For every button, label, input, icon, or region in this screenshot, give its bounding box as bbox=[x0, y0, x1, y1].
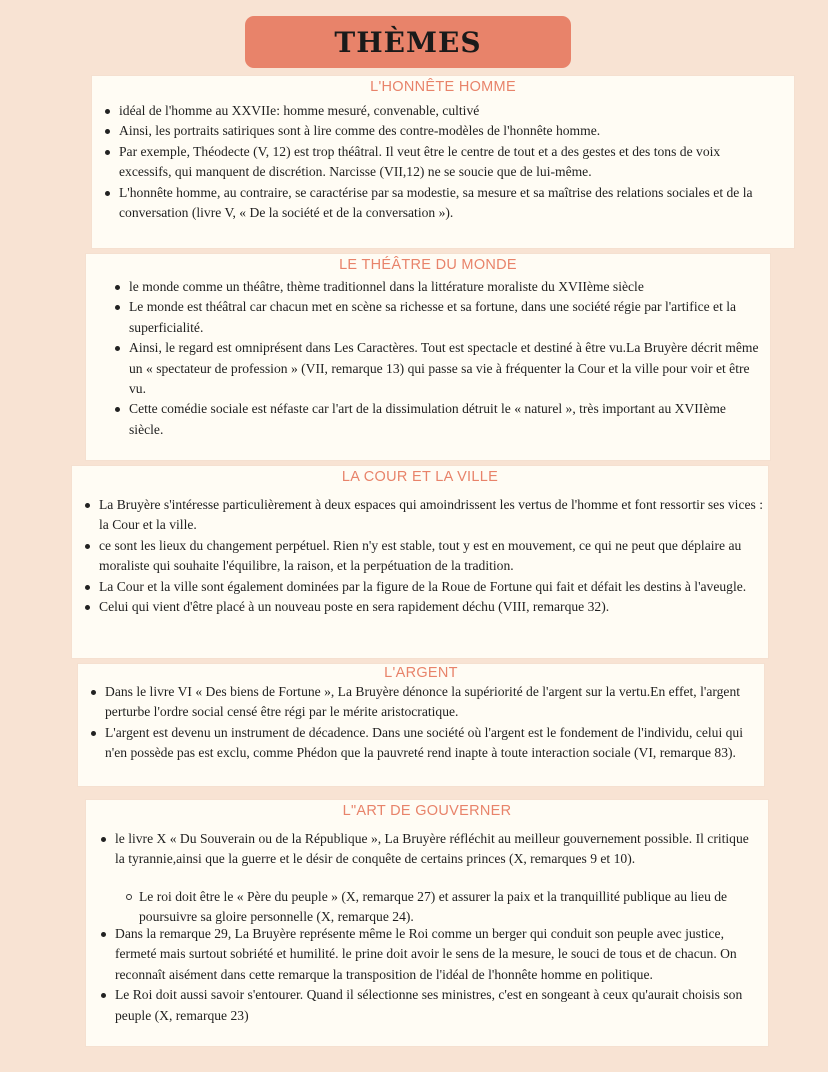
section-argent bbox=[78, 664, 764, 786]
section-heading: L'HONNÊTE HOMME bbox=[370, 79, 516, 95]
list-item: Le Roi doit aussi savoir s'entourer. Quand il sélectionne ses ministres, c'est en songeant à ceux qu'aurait choisis son peuple (X, remarque 23) bbox=[115, 985, 755, 1026]
section-heading: L'ARGENT bbox=[384, 665, 458, 681]
list-item: le monde comme un théâtre, thème traditionnel dans la littérature moraliste du XVIIème siècle bbox=[129, 277, 759, 297]
list-item: L'honnête homme, au contraire, se caractérise par sa modestie, sa mesure et sa maîtrise des relations sociales et de la conversation (livre V, « De la société et de la conversation »). bbox=[119, 183, 774, 224]
list-item: Ainsi, les portraits satiriques sont à lire comme des contre-modèles de l'honnête homme. bbox=[119, 121, 774, 141]
list-item: idéal de l'homme au XXVIIe: homme mesuré, convenable, cultivé bbox=[119, 101, 774, 121]
list-item: Celui qui vient d'être placé à un nouveau poste en sera rapidement déchu (VIII, remarque 32). bbox=[99, 597, 764, 617]
section-heading: L"ART DE GOUVERNER bbox=[342, 803, 512, 819]
section-theatre-du-monde bbox=[86, 254, 770, 460]
list-item: La Bruyère s'intéresse particulièrement à deux espaces qui amoindrissent les vertus de l'homme et font ressortir ses vices : la Cour et la ville. bbox=[99, 495, 764, 536]
section-cour-et-ville bbox=[72, 466, 768, 658]
list-item: Par exemple, Théodecte (V, 12) est trop théâtral. Il veut être le centre de tout et a des gestes et des tons de voix excessifs, qui manquent de discrétion. Narcisse (VII,12) ne se soucie que de lui-même. bbox=[119, 142, 774, 183]
section-heading: LE THÉÂTRE DU MONDE bbox=[339, 257, 517, 273]
list-item: La Cour et la ville sont également dominées par la figure de la Roue de Fortune qui fait et défait les destins à l'aveugle. bbox=[99, 577, 764, 597]
list-item: ce sont les lieux du changement perpétuel. Rien n'y est stable, tout y est en mouvement, ce qui ne peut que déplaire au moraliste qui souhaite l'équilibre, la raison, et la perpétuation de la tradition. bbox=[99, 536, 764, 577]
sub-list-item: Le roi doit être le « Père du peuple » (X, remarque 27) et assurer la paix et la tranquillité publique au lieu de poursuivre sa gloire personnelle (X, remarque 24). bbox=[139, 887, 755, 928]
section-art-de-gouverner bbox=[86, 800, 768, 1046]
list-item: Ainsi, le regard est omniprésent dans Les Caractères. Tout est spectacle et destiné à être vu.La Bruyère décrit même un « spectateur de profession » (VII, remarque 13) qui passe sa vie à fréquenter la Cour et la ville pour voir et être vu. bbox=[129, 338, 759, 399]
section-honnete-homme bbox=[92, 76, 794, 248]
page-title: THÈMES bbox=[334, 25, 482, 59]
list-item: le livre X « Du Souverain ou de la République », La Bruyère réfléchit au meilleur gouvernement possible. Il critique la tyrannie,ainsi que la guerre et le désir de conquête de certains princes (X, remarques 9 et 10). bbox=[115, 829, 755, 870]
title-banner bbox=[245, 16, 571, 68]
list-item: Dans la remarque 29, La Bruyère représente même le Roi comme un berger qui conduit son peuple avec justice, fermeté mais surtout sobriété et humilité. le prine doit avoir le sens de la mesure, le souci de tous et de chacun. On reconnaît aisément dans cette remarque la transposition de l'idéal de l'honnête homme en politique. bbox=[115, 924, 755, 985]
list-item: Dans le livre VI « Des biens de Fortune », La Bruyère dénonce la supériorité de l'argent sur la vertu.En effet, l'argent perturbe l'ordre social censé être régi par le mérite aristocratique. bbox=[105, 682, 763, 723]
list-item: Le monde est théâtral car chacun met en scène sa richesse et sa fortune, dans une société régie par l'artifice et la superficialité. bbox=[129, 297, 759, 338]
list-item: Cette comédie sociale est néfaste car l'art de la dissimulation détruit le « naturel », très important au XVIIème siècle. bbox=[129, 399, 759, 440]
list-item: L'argent est devenu un instrument de décadence. Dans une société où l'argent est le fondement de l'individu, celui qui n'en possède pas est exclu, comme Phédon que la pauvreté rend inapte à toute interaction sociale (VI, remarque 83). bbox=[105, 723, 763, 764]
section-heading: LA COUR ET LA VILLE bbox=[341, 469, 499, 485]
